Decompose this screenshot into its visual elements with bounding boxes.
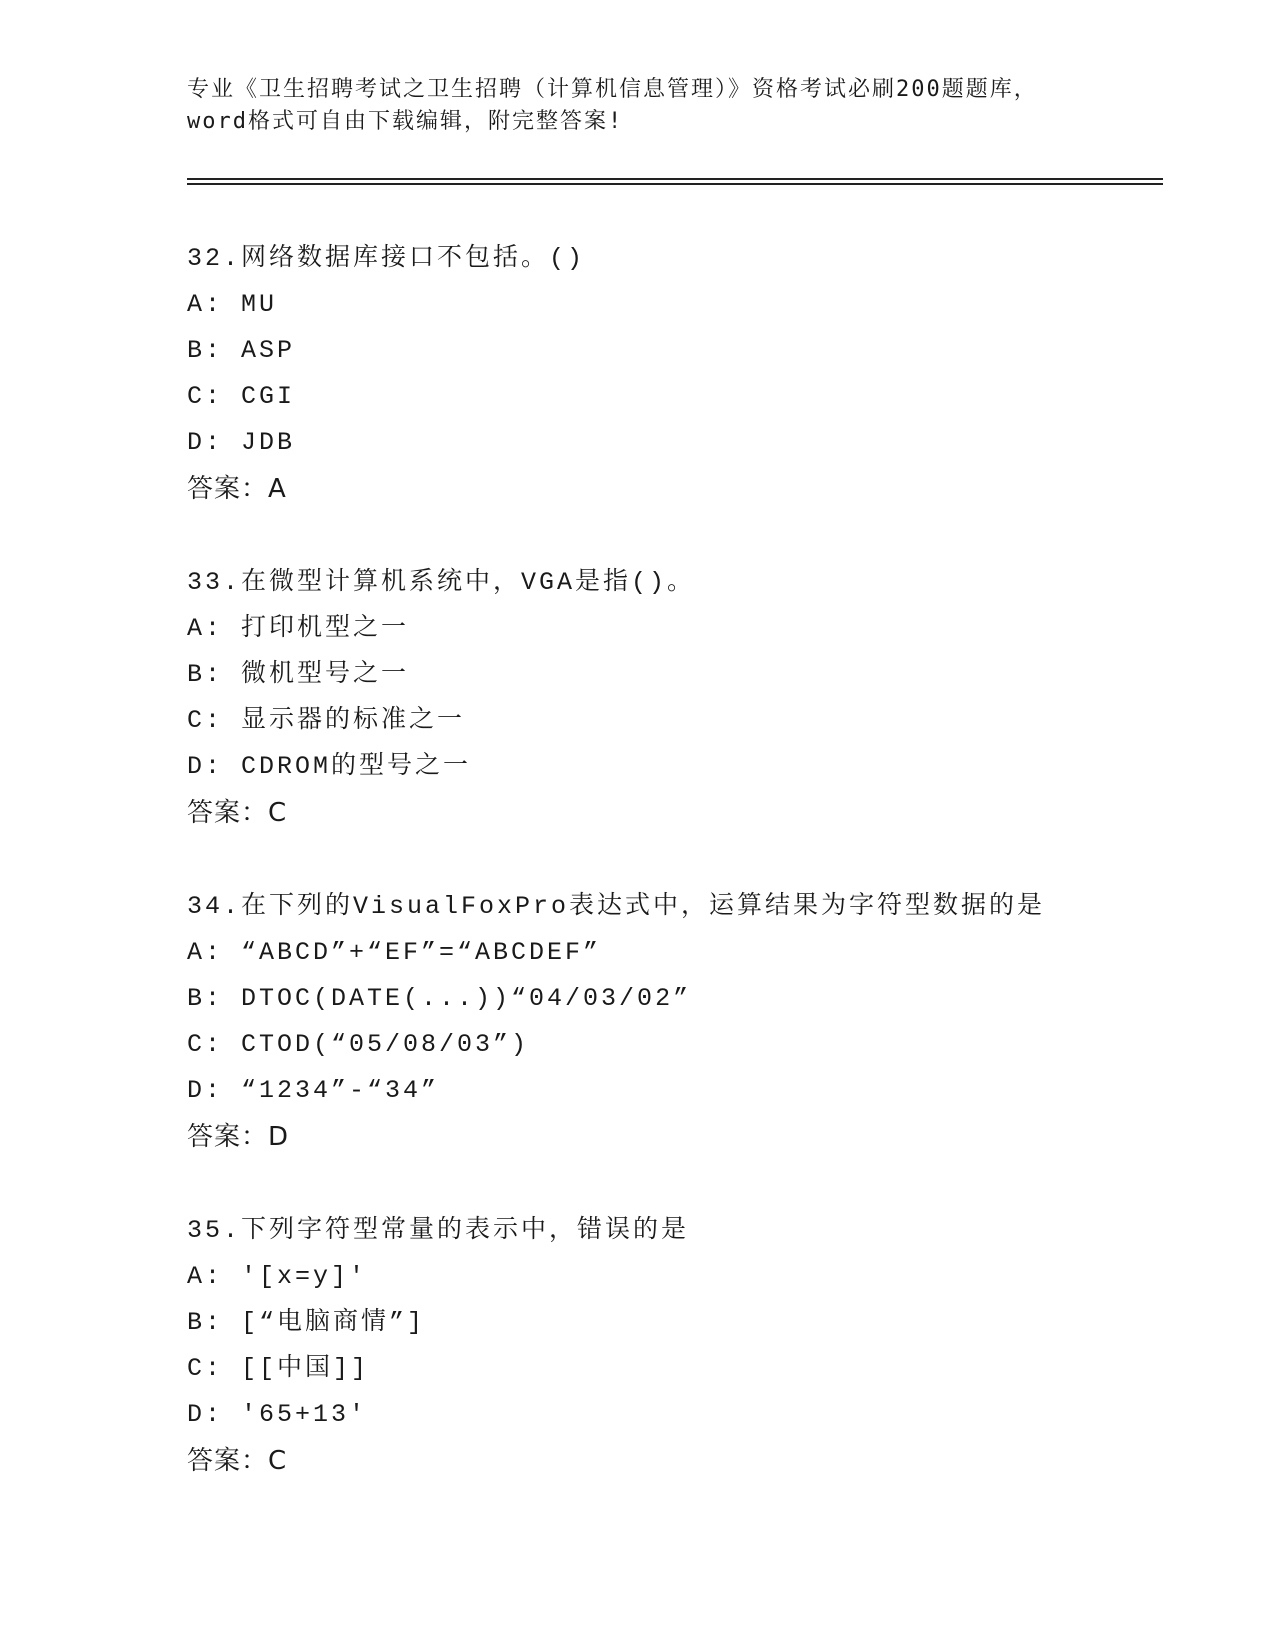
header-line-1: 专业《卫生招聘考试之卫生招聘（计算机信息管理）》资格考试必刷200题题库， xyxy=(187,77,1038,102)
question-32 xyxy=(187,236,1147,512)
option-d: D: “1234”-“34” xyxy=(187,1076,440,1105)
header-divider-bottom xyxy=(187,183,1163,185)
question-stem: 34.在下列的VisualFoxPro表达式中，运算结果为字符型数据的是 xyxy=(187,892,1046,921)
question-stem: 35.下列字符型常量的表示中，错误的是 xyxy=(187,1216,690,1245)
header-divider-top xyxy=(187,178,1163,180)
question-list xyxy=(187,236,1147,1532)
answer: 答案：D xyxy=(187,1122,290,1152)
option-a: A: 打印机型之一 xyxy=(187,614,410,643)
question-stem: 33.在微型计算机系统中，VGA是指()。 xyxy=(187,568,696,597)
answer: 答案：A xyxy=(187,474,287,504)
option-b: B: DTOC(DATE(...))“04/03/02” xyxy=(187,984,692,1013)
question-35 xyxy=(187,1208,1147,1484)
header-line-2: word格式可自由下载编辑，附完整答案! xyxy=(187,109,624,134)
option-c: C: [[中国]] xyxy=(187,1354,370,1383)
option-b: B: ASP xyxy=(187,336,296,365)
answer: 答案：C xyxy=(187,798,288,828)
option-c: C: 显示器的标准之一 xyxy=(187,706,466,735)
question-34 xyxy=(187,884,1147,1160)
option-b: B: 微机型号之一 xyxy=(187,660,410,689)
option-a: A: ′[x=y]′ xyxy=(187,1262,368,1291)
answer: 答案：C xyxy=(187,1446,288,1476)
option-b: B: [“电脑商情”] xyxy=(187,1308,426,1337)
option-d: D: JDB xyxy=(187,428,296,457)
option-c: C: CTOD(“05/08/03”) xyxy=(187,1030,530,1059)
option-a: A: “ABCD”+“EF”=“ABCDEF” xyxy=(187,938,602,967)
option-c: C: CGI xyxy=(187,382,296,411)
option-d: D: CDROM的型号之一 xyxy=(187,752,472,781)
question-33 xyxy=(187,560,1147,836)
option-d: D: ′65+13′ xyxy=(187,1400,368,1429)
question-stem: 32.网络数据库接口不包括。() xyxy=(187,244,586,273)
document-header xyxy=(187,74,1087,138)
option-a: A: MU xyxy=(187,290,278,319)
